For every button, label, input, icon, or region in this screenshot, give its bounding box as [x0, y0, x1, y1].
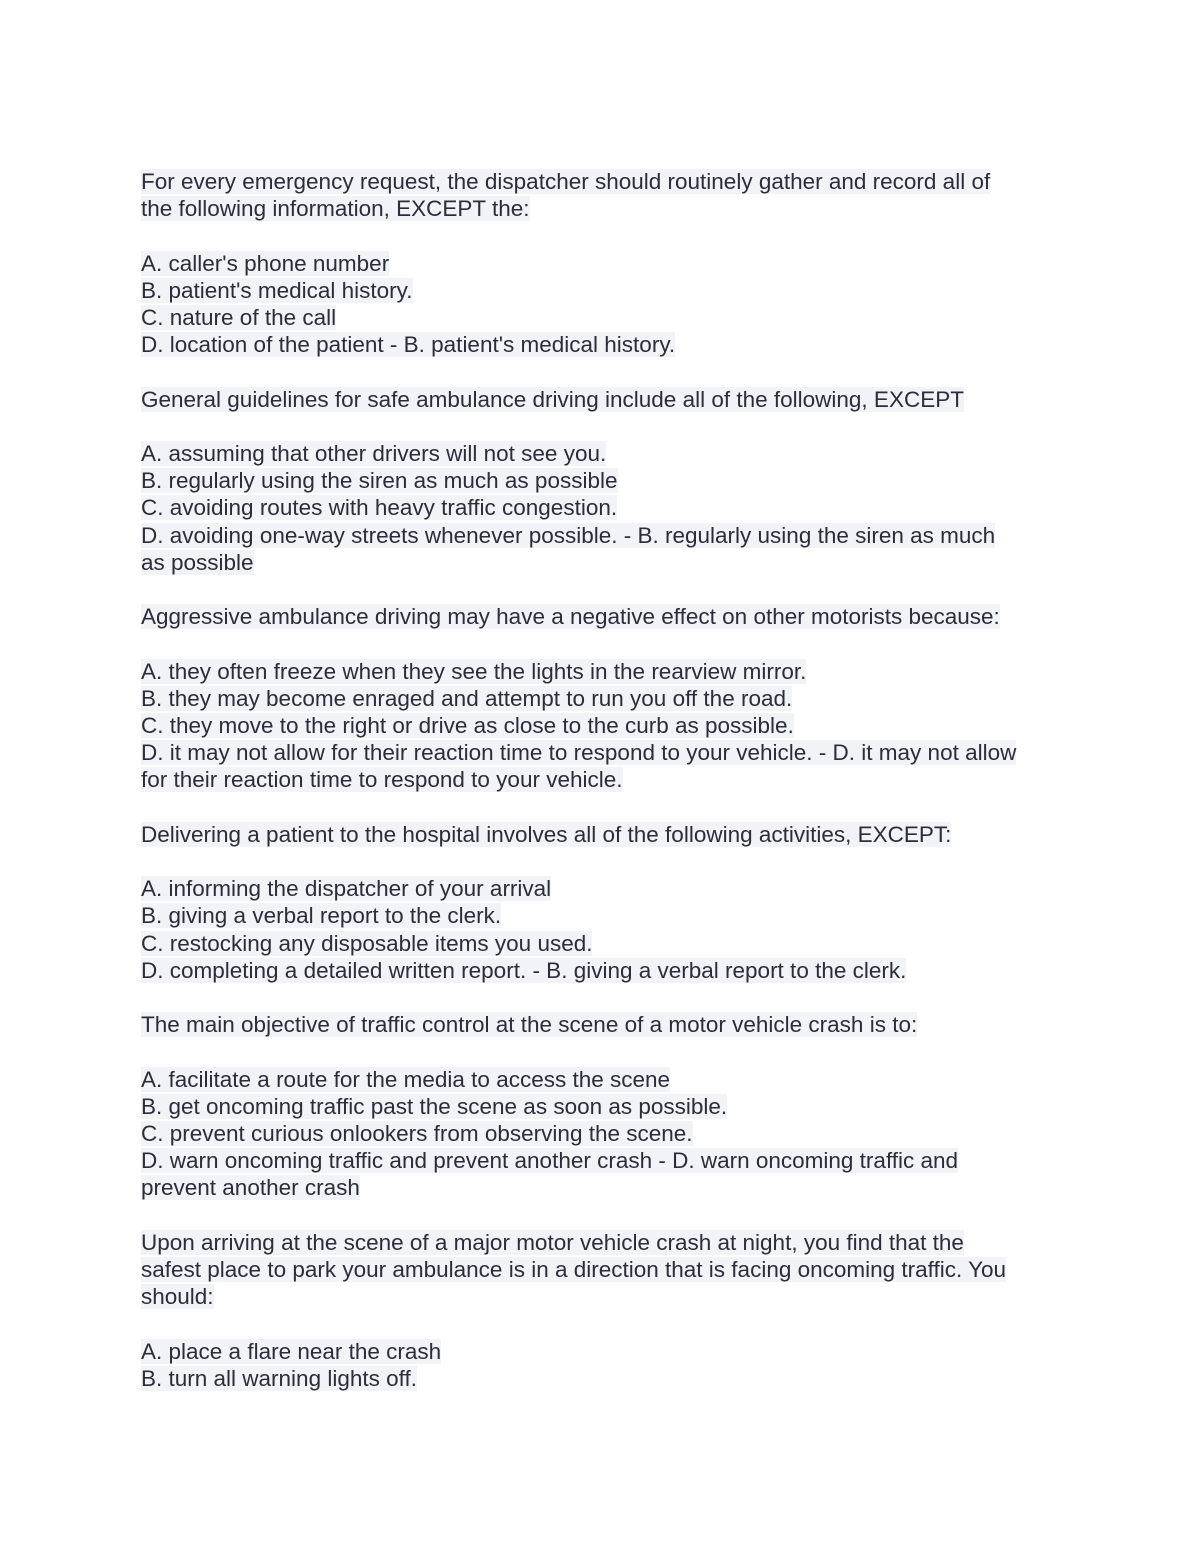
question-2-options [141, 440, 1071, 576]
option-line: C. nature of the call [141, 305, 337, 330]
document-page [141, 168, 1071, 1419]
question-4-options [141, 875, 1071, 984]
option-line: D. location of the patient - B. patient's medical history. [141, 332, 676, 358]
option-line: B. they may become enraged and attempt to run you off the road. [141, 685, 793, 711]
question-1-stem [141, 168, 1071, 222]
option-line: B. giving a verbal report to the clerk. [141, 903, 502, 929]
option-line: C. prevent curious onlookers from observing the scene. [141, 1120, 693, 1146]
option-line: B. patient's medical history. [141, 277, 413, 303]
question-3-options [141, 658, 1071, 794]
option-line: B. turn all warning lights off. [141, 1365, 417, 1391]
question-4-stem [141, 821, 1071, 848]
option-line: for their reaction time to respond to your vehicle. [141, 767, 623, 793]
stem-line: the following information, EXCEPT the: [141, 196, 530, 222]
option-line: A. caller's phone number [141, 250, 390, 276]
question-2-stem [141, 386, 1071, 413]
option-line: as possible [141, 549, 254, 575]
stem-line: The main objective of traffic control at the scene of a motor vehicle crash is to: [141, 1012, 918, 1038]
question-3-stem [141, 603, 1071, 630]
option-line: C. restocking any disposable items you used. [141, 930, 593, 956]
question-5-stem [141, 1011, 1071, 1038]
option-line: A. facilitate a route for the media to access the scene [141, 1066, 671, 1092]
question-6-options [141, 1338, 1071, 1392]
stem-line: Aggressive ambulance driving may have a negative effect on other motorists because: [141, 604, 1000, 630]
stem-line: Upon arriving at the scene of a major motor vehicle crash at night, you find that the [141, 1229, 964, 1255]
question-5-options [141, 1066, 1071, 1202]
option-line: B. get oncoming traffic past the scene as soon as possible. [141, 1093, 728, 1119]
stem-line: should: [141, 1284, 214, 1310]
stem-line: safest place to park your ambulance is in a direction that is facing oncoming traffic. You [141, 1256, 1007, 1282]
option-line: C. avoiding routes with heavy traffic congestion. [141, 495, 618, 521]
option-line: B. regularly using the siren as much as possible [141, 468, 618, 494]
option-line: D. completing a detailed written report. - B. giving a verbal report to the clerk. [141, 957, 907, 983]
question-6-stem [141, 1229, 1071, 1311]
stem-line: For every emergency request, the dispatcher should routinely gather and record all of [141, 169, 991, 194]
option-line: A. they often freeze when they see the lights in the rearview mirror. [141, 658, 807, 684]
option-line: D. avoiding one-way streets whenever possible. - B. regularly using the siren as much [141, 522, 996, 548]
option-line: C. they move to the right or drive as close to the curb as possible. [141, 712, 794, 738]
option-line: A. place a flare near the crash [141, 1338, 442, 1364]
option-line: prevent another crash [141, 1175, 360, 1201]
option-line: D. warn oncoming traffic and prevent another crash - D. warn oncoming traffic and [141, 1148, 959, 1174]
option-line: A. informing the dispatcher of your arrival [141, 876, 552, 902]
stem-line: Delivering a patient to the hospital involves all of the following activities, EXCEPT: [141, 821, 952, 847]
option-line: A. assuming that other drivers will not see you. [141, 440, 607, 466]
stem-line: General guidelines for safe ambulance driving include all of the following, EXCEPT [141, 386, 964, 412]
option-line: D. it may not allow for their reaction time to respond to your vehicle. - D. it may not allow [141, 740, 1017, 766]
question-1-options [141, 250, 1071, 359]
